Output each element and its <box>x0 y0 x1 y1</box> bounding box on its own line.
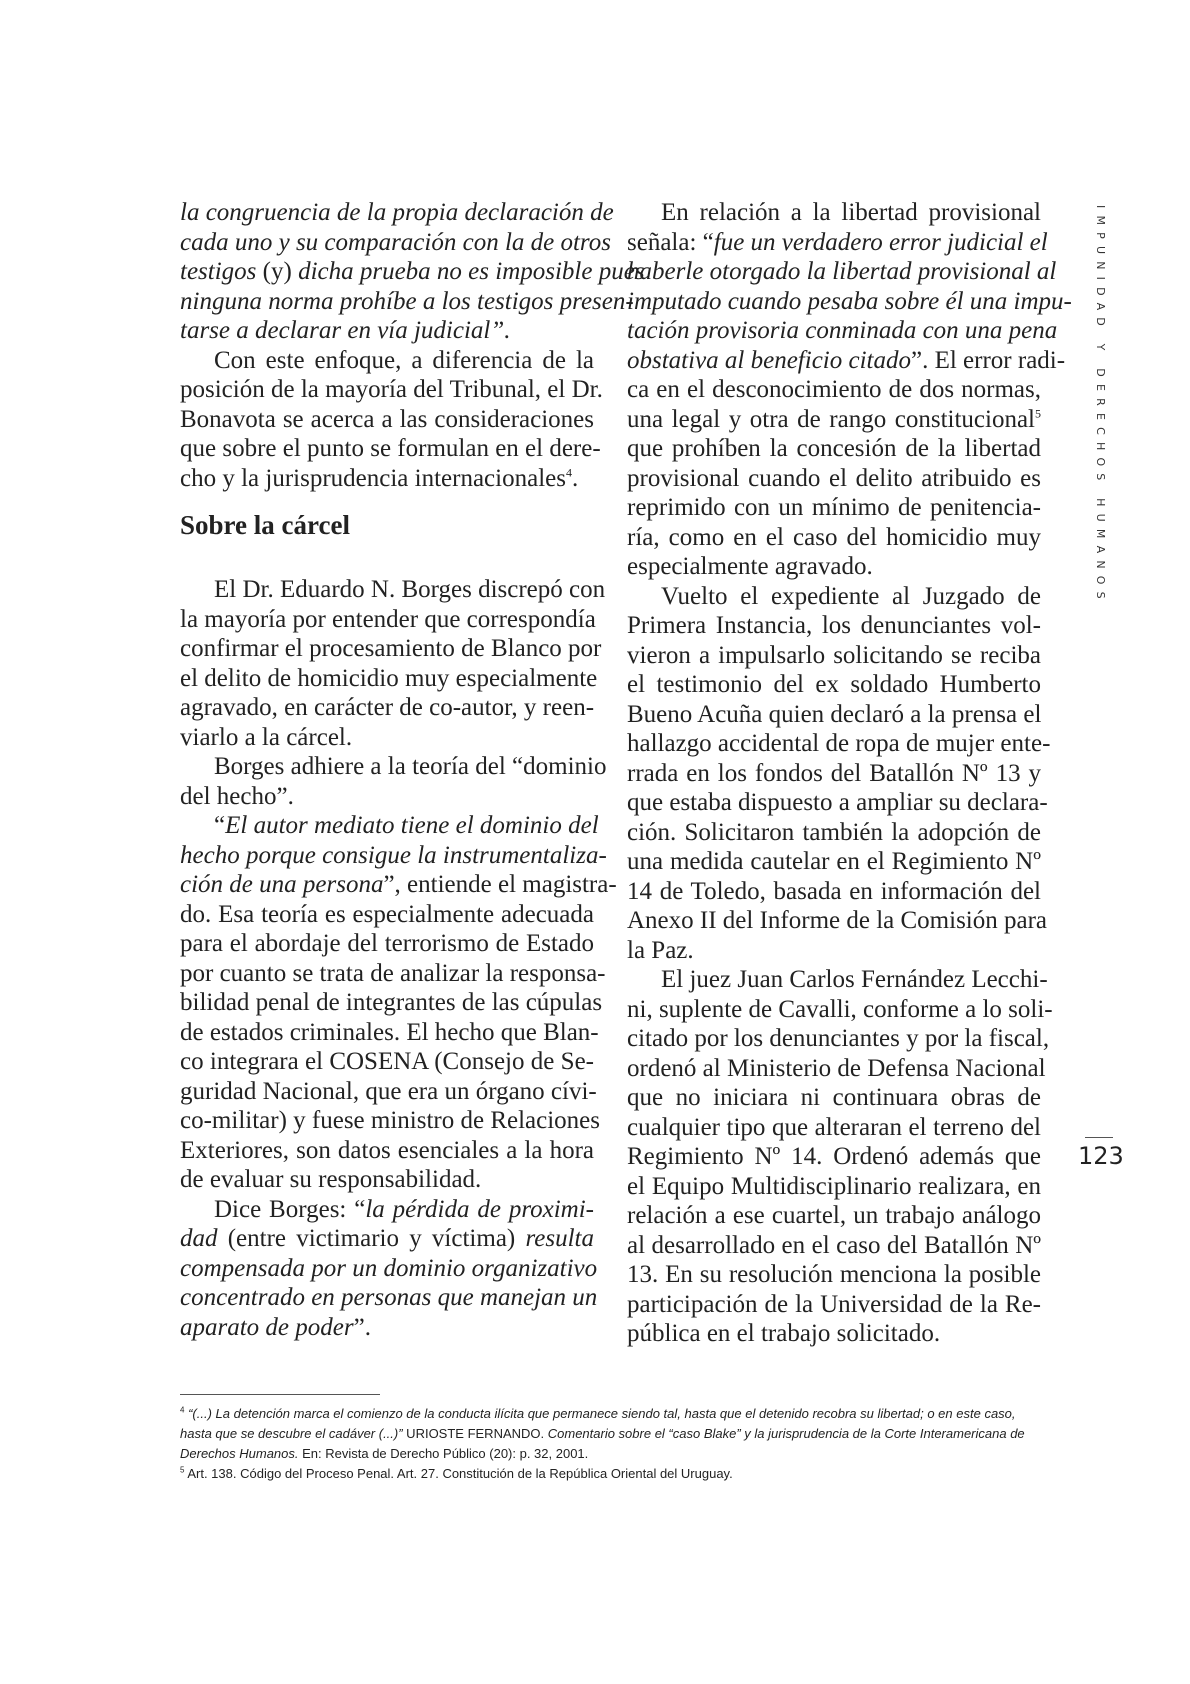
running-head: IMPUNIDAD Y DERECHOS HUMANOS <box>1094 205 1107 606</box>
text-line: Regimiento Nº 14. Ordenó además que <box>627 1143 1041 1170</box>
text-fragment: dad <box>180 1225 218 1252</box>
text-line: El juez Juan Carlos Fernández Lecchi- <box>661 966 1048 993</box>
text-line: vieron a impulsarlo solicitando se reciba <box>627 641 1041 669</box>
text-line <box>627 405 1041 435</box>
text-line: co integrara el COSENA (Consejo de Se- <box>180 1048 594 1075</box>
text-line: 14 de Toledo, basada en información del <box>627 877 1041 905</box>
text-line: Vuelto el expediente al Juzgado de <box>661 582 1041 610</box>
text-fragment: obstativa al beneficio citado <box>627 346 911 374</box>
text-line: el Equipo Multidisciplinario realizara, en <box>627 1172 1041 1200</box>
text-line: ca en el desconocimiento de dos normas, <box>627 376 1041 403</box>
text-line: Borges adhiere a la teoría del “dominio <box>214 753 607 780</box>
text-line: Primera Instancia, los denunciantes vol- <box>627 612 1041 639</box>
text-line: bilidad penal de integrantes de las cúpulas <box>180 989 603 1016</box>
footnote <box>180 1464 1042 1484</box>
text-fragment: ”. <box>353 1313 371 1341</box>
text-line: compensada por un dominio organizativo <box>180 1254 598 1282</box>
text-line <box>180 1313 594 1343</box>
text-line: cualquier tipo que alteraran el terreno del <box>627 1113 1041 1141</box>
text-fragment: “ <box>214 812 226 839</box>
footnote-author: URIOSTE FERNANDO. <box>402 1426 548 1441</box>
text-line <box>180 464 594 494</box>
paragraph <box>627 198 1072 582</box>
text-line: rrada en los fondos del Batallón Nº 13 y <box>627 759 1041 787</box>
text-line: ción. Solicitaron también la adopción de <box>627 818 1041 846</box>
text-line <box>180 1224 594 1254</box>
text-line: para el abordaje del terrorismo de Estado <box>180 930 594 957</box>
text-line: Bueno Acuña quien declaró a la prensa el <box>627 700 1042 728</box>
text-line: la congruencia de la propia declaración de <box>180 199 614 226</box>
footnote-number: 5 <box>180 1465 185 1475</box>
text-line: ría, como en el caso del homicidio muy <box>627 523 1041 551</box>
text-line: al desarrollado en el caso del Batallón Nº <box>627 1231 1041 1259</box>
text-line: del hecho”. <box>180 782 294 810</box>
text-line: que sobre el punto se formulan en el dere- <box>180 435 601 462</box>
text-line: hecho porque consigue la instrumentaliza- <box>180 841 607 869</box>
text-line: hallazgo accidental de ropa de mujer ente- <box>627 730 1051 757</box>
paragraph <box>180 575 606 752</box>
text-line: que no iniciara ni continuara obras de <box>627 1084 1041 1111</box>
text-line: que prohíben la concesión de la libertad <box>627 435 1041 462</box>
text-line: imputado cuando pesaba sobre él una impu- <box>627 287 1072 315</box>
text-fragment: aparato de poder <box>180 1313 354 1341</box>
text-fragment: ción de una persona <box>180 871 384 898</box>
text-fragment: (entre victimario y víctima) <box>217 1225 526 1252</box>
text-fragment: ”. El error radi- <box>910 346 1066 374</box>
page-number-rule <box>1085 1137 1113 1138</box>
text-line: una medida cautelar en el Regimiento Nº <box>627 848 1041 875</box>
section-heading: Sobre la cárcel <box>180 510 350 540</box>
paragraph <box>627 965 1053 1349</box>
text-line: Exteriores, son datos esenciales a la hora <box>180 1136 594 1164</box>
paragraph <box>180 1195 598 1343</box>
text-line: que estaba dispuesto a ampliar su declara- <box>627 789 1048 816</box>
text-fragment: resulta <box>525 1225 594 1252</box>
text-line: cada uno y su comparación con la de otros <box>180 228 611 256</box>
paragraph <box>180 198 645 346</box>
footnote-source: En: Revista de Derecho Público (20): p. 32, 2001. <box>298 1446 589 1461</box>
text-line: especialmente agravado. <box>627 553 873 580</box>
footnote-ref: 4 <box>565 465 572 480</box>
text-fragment: testigos <box>180 258 263 285</box>
footnote-text: Art. 138. Código del Proceso Penal. Art. 27. Constitución de la República Oriental del Uruguay. <box>184 1466 733 1481</box>
text-fragment: fue un verdadero error judicial el <box>713 228 1048 256</box>
text-line: el testimonio del ex soldado Humberto <box>627 671 1041 698</box>
text-line: Bonavota se acerca a las consideraciones <box>180 405 594 433</box>
text-line: Con este enfoque, a diferencia de la <box>214 346 594 374</box>
text-fragment: (y) <box>262 258 299 285</box>
footnotes <box>180 1404 1042 1484</box>
text-line <box>627 346 1066 376</box>
text-fragment: ”, entiende el magistra- <box>383 871 617 898</box>
text-line: relación a ese cuartel, un trabajo análogo <box>627 1202 1041 1229</box>
footnote-quote: “(...) La detención marca el comienzo de la conducta ilícita que permanece siendo tal, hasta que el detenido recobra su libertad; o en este caso, hasta que se descubre el cadáver (...)” <box>180 1406 1016 1441</box>
text-line: El Dr. Eduardo N. Borges discrepó con <box>214 576 606 603</box>
text-line: concentrado en personas que manejan un <box>180 1284 598 1311</box>
paragraph <box>180 811 617 1195</box>
text-line <box>180 811 599 841</box>
text-line: ordenó al Ministerio de Defensa Nacional <box>627 1054 1046 1082</box>
text-line: posición de la mayoría del Tribunal, el Dr. <box>180 376 603 403</box>
text-line <box>180 257 645 287</box>
text-fragment: . <box>571 464 579 492</box>
paragraph <box>180 346 603 494</box>
footnote-separator <box>180 1394 380 1395</box>
text-fragment: la pérdida de proximi- <box>365 1195 594 1223</box>
text-fragment: cho y la jurisprudencia internacionales <box>180 464 566 492</box>
text-line: la Paz. <box>627 936 694 964</box>
text-fragment: dicha prueba no es imposible pues <box>298 258 645 285</box>
text-line: la mayoría por entender que correspondía <box>180 605 596 633</box>
paragraph <box>627 582 1051 966</box>
footnote <box>180 1404 1042 1464</box>
footnote-title: Comentario sobre el “caso Blake” y la jurisprudencia de la Corte Interamericana de Derechos Humanos. <box>180 1426 1025 1461</box>
text-fragment: Dice Borges: “ <box>214 1195 366 1223</box>
text-fragment: una legal y otra de rango constitucional <box>627 405 1035 433</box>
text-fragment: El autor mediato tiene el dominio del <box>225 812 599 839</box>
footnote-number: 4 <box>180 1405 185 1415</box>
footnote-ref: 5 <box>1035 406 1041 421</box>
text-line: provisional cuando el delito atribuido es <box>627 464 1041 492</box>
text-line: co-militar) y fuese ministro de Relaciones <box>180 1107 601 1134</box>
paragraph <box>180 752 607 811</box>
left-column <box>180 198 645 1342</box>
text-line <box>180 870 617 900</box>
text-line <box>180 1195 594 1225</box>
text-line: de estados criminales. El hecho que Blan- <box>180 1018 599 1046</box>
text-line: citado por los denunciantes y por la fiscal, <box>627 1025 1050 1052</box>
text-line: ninguna norma prohíbe a los testigos presen- <box>180 287 634 315</box>
text-line: confirmar el procesamiento de Blanco por <box>180 635 602 662</box>
right-column <box>627 198 1072 1349</box>
text-line: tación provisoria conminada con una pena <box>627 317 1058 344</box>
text-line: Anexo II del Informe de la Comisión para <box>627 907 1048 934</box>
text-line: reprimido con un mínimo de penitencia- <box>627 494 1041 521</box>
text-line: participación de la Universidad de la Re- <box>627 1290 1041 1318</box>
text-line: el delito de homicidio muy especialmente <box>180 664 598 692</box>
text-line: tarse a declarar en vía judicial”. <box>180 317 511 344</box>
text-fragment: señala: “ <box>627 228 714 256</box>
text-line: 13. En su resolución menciona la posible <box>627 1261 1041 1288</box>
text-line: de evaluar su responsabilidad. <box>180 1166 482 1193</box>
text-line: do. Esa teoría es especialmente adecuada <box>180 900 594 928</box>
text-line: haberle otorgado la libertad provisional al <box>627 258 1057 285</box>
text-line: por cuanto se trata de analizar la responsa- <box>180 959 606 987</box>
text-line <box>627 228 1048 258</box>
page-number: 123 <box>1078 1142 1124 1170</box>
text-line: agravado, en carácter de co-autor, y reen- <box>180 694 595 721</box>
text-line: viarlo a la cárcel. <box>180 723 353 751</box>
text-line: guridad Nacional, que era un órgano cívi- <box>180 1077 597 1105</box>
text-line: pública en el trabajo solicitado. <box>627 1320 941 1347</box>
text-line: ni, suplente de Cavalli, conforme a lo soli- <box>627 995 1053 1023</box>
text-line: En relación a la libertad provisional <box>661 199 1041 226</box>
